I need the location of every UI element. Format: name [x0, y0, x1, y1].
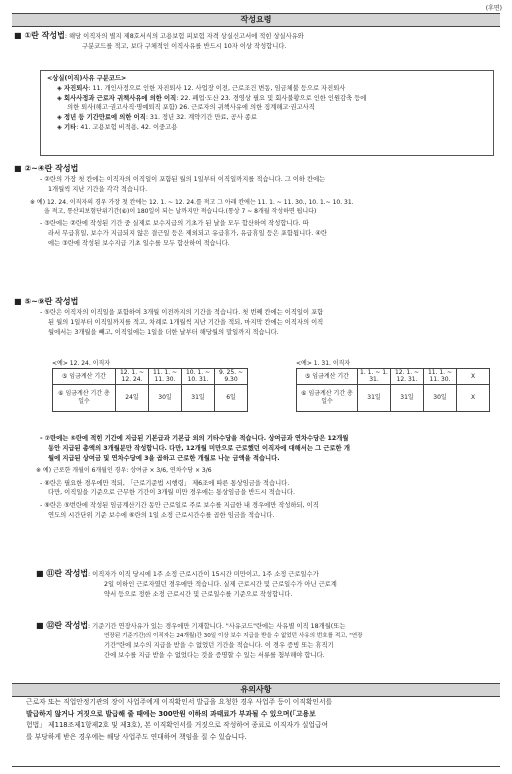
section-5-title: ■ ⑫란 작성법: [36, 621, 89, 630]
section-3-p1b: 된 월의 1일부터 이직일까지를 적고, 차례로 1개월씩 지난 기간을 적되, 마지막 칸에는 이직자의 이직: [48, 319, 324, 327]
notice-body: [26, 697, 500, 743]
section-5-text2: 연장된 기준기간)의 이직자는 24개월)간 30일 이상 보수 지급을 받을 수 없었던 사유의 번호를 적고, "연장: [104, 633, 363, 640]
section-3-p4a: - ⑨란은 ⑤번란에 작성된 임금계산기간 동안 근로일로 주로 보수를 지급한 내 경우에만 작성하되, 이직: [40, 502, 319, 510]
table-b-row2-label: ⑥ 임금계산 기간 총 일수: [297, 384, 358, 411]
section-3-title: ■ ⑤~⑨란 작성법: [14, 297, 79, 306]
notice-line-1: 근로자 또는 직업안정기관의 장이 사업주에게 이직확인서 발급을 요청한 경우 사업주 등이 이직확인서를: [26, 698, 333, 706]
section-3: [14, 296, 502, 338]
code-r4-text: : 41. 고용보험 비적용, 42. 이중고용: [76, 123, 178, 131]
table-b-period: 1. 1. ~ 1. 31.: [358, 369, 391, 384]
table-a-period: 9. 25. ~ 9.30: [215, 369, 248, 384]
section-4-text2: 2일 이하인 근로자였던 경우에만 적습니다. 실제 근로시간 및 근로일수가 아닌 근로계: [104, 581, 337, 589]
code-r1-text: : 11. 개인사정으로 인한 자진퇴사 12. 사업장 이전, 근로조건 변동, 임금체불 등으로 자진퇴사: [88, 84, 346, 92]
table-b-period: X: [457, 369, 490, 384]
section-5: [36, 620, 502, 661]
notice-line-3: 험법」 제118조제1항제2호 및 제3호), 본 이직확인서를 거짓으로 작성하여 종료로 이직자가 실업급여: [26, 721, 329, 730]
section-5-text1: : 기준기간 연장사유가 있는 경우에만 기재합니다. "사유코드"란에는 사유별 이직 18개월(또는: [88, 623, 346, 630]
section-5-text3: 기간"란에 보수의 지급을 받을 수 없었던 기간을 적습니다. 이 경우 증빙 또는 휴직기: [104, 642, 334, 650]
section-4-text1: : 이직자가 이직 당시에 1주 소정 근로시간이 15시간 미만이고, 1주 소정 근로일수가: [88, 571, 319, 578]
example-b-label: <예> 1. 31. 이직자: [296, 360, 351, 367]
section-2-p1a: - ②란의 가장 첫 칸에는 이직자의 이직일이 포함된 월의 1일부터 이직일까지를 적습니다. 그 이하 칸에는: [40, 176, 326, 184]
bottom-rule: [12, 766, 500, 767]
section-2-title: ■ ②~④란 작성법: [14, 164, 79, 173]
section-3-p2a: - ⑦란에는 ⑤란에 적힌 기간에 지급된 기본급과 기본급 외의 기타수당을 적습니다. 상여금과 연차수당은 12개월: [40, 435, 349, 442]
section-3-ex3: ※ 예) 근로한 개월이 6개월인 경우: 상여금 × 3/6, 연차수당 × 3/6: [36, 467, 212, 475]
notice-title-bar: 유의사항: [12, 683, 500, 697]
section-3-p3a: - ⑧란은 필요한 경우에만 적되, 「근로기준법 시행령」 제6조에 따른 통상임금을 적습니다.: [40, 479, 290, 487]
section-1-text2: 구분코드를 적고, 보다 구체적인 이직사유를 반드시 10자 이상 작성합니다.: [82, 43, 287, 51]
notice-line-4: 를 부당하게 받은 경우에는 해당 사업주도 연대하여 책임을 질 수 있습니다.: [26, 732, 247, 741]
section-3-p1a: - ⑤란은 이직자의 이직일을 포함하여 3개월 이전까지의 기간을 적습니다. 첫 번째 칸에는 이직일이 포함: [40, 309, 324, 317]
table-a-row1-label: ⑤ 임금계산 기간: [53, 369, 116, 384]
example-a-table: [52, 368, 248, 411]
section-4-title: ■ ⑪란 작성법: [36, 569, 89, 578]
section-5-text4: 간에 보수를 지급 받을 수 없었다는 것을 증명할 수 있는 서류를 첨부해야 합니다.: [104, 651, 325, 659]
code-r2-text2: 의한 퇴사(해고·권고사직·명예퇴직 포함) 26. 근로자의 귀책사유에 의한 징계해고·권고사직: [67, 104, 315, 112]
section-4: [36, 568, 502, 600]
table-b-period: 11. 1. ~ 11. 30.: [424, 369, 457, 384]
table-a-period: 11. 1. ~ 11. 30.: [149, 369, 182, 384]
section-1-text1: : 해당 이직자의 별지 제8호서식의 고용보험 피보험 자격 상실신고서에 적힌 상실사유와: [64, 33, 304, 40]
table-b-days: 31일: [358, 384, 391, 411]
section-3-p4b: 연도의 시간단위 기준 보수에 ⑥란의 1일 소정 근로시간수를 곱한 임금을 적습니다.: [48, 511, 275, 519]
example-b: [296, 359, 490, 412]
table-b-row1-label: ⑤ 임금계산 기간: [297, 369, 358, 384]
section-2-ex1: ※ 예) 12. 24. 이직자의 경우 가장 첫 칸에는 12. 1. ~ 12. 24.를 적고 그 아래 칸에는 11. 1. ~ 11. 30., 10. 1.~ 10. 31.: [30, 198, 354, 206]
section-2-p2b: 라서 무급휴일, 보수가 지급되지 않은 결근일 등은 제외되고 유급휴가, 유급휴일 등은 포함됩니다. ④란: [48, 230, 327, 238]
code-r2-text: : 22. 폐업·도산 23. 경영상 필요 및 회사불황으로 인한 인원감축 등에: [176, 94, 367, 102]
page-side-tag: (후면): [485, 5, 502, 12]
section-3-p2c: 월에 지급된 상여금 및 연차수당에 3을 곱하고 근로한 개월로 나눈 금액을 적습니다.: [48, 454, 280, 462]
table-b-period: 12. 1. ~ 12. 31.: [391, 369, 424, 384]
table-a-days: 30일: [149, 384, 182, 411]
section-3-p1c: 월에서는 3개월을 빼고, 이직일에는 1일을 더한 날부터 해당월의 말일까지 적습니다.: [48, 328, 279, 336]
section-2-p2a: - ③란에는 ②란에 작성된 기간 중 실제로 보수지급의 기초가 된 날을 모두 합산하여 작성합니다. 따: [40, 220, 309, 228]
example-b-table: [296, 368, 490, 411]
table-b-days: 31일: [391, 384, 424, 411]
table-a-days: 31일: [182, 384, 215, 411]
section-3-p2b: 동안 지급된 총액의 3개월분만 작성합니다. 다만, 12개월 미만으로 근로했던 이직자에 대해서는 그 근로한 개: [48, 444, 350, 452]
example-a-label: <예> 12. 24. 이직자: [52, 360, 111, 367]
table-b-days: 30일: [424, 384, 457, 411]
header-title-bar: 작성요령: [12, 13, 500, 27]
code-r4-label: ◈ 기타: [57, 123, 77, 131]
code-box-title: <상실(이직)사유 구분코드>: [47, 75, 127, 82]
example-a: [52, 359, 248, 412]
table-a-period: 10. 1. ~ 10. 31.: [182, 369, 215, 384]
section-3-p3b: 다만, 이직일을 기준으로 근무한 기간이 3개월 미만 경우에는 통상임금을 반드시 적습니다.: [48, 489, 296, 497]
table-a-days: 24일: [116, 384, 149, 411]
table-a-days: 6일: [215, 384, 248, 411]
section-2-p1b: 1개월씩 지난 기간을 각각 적습니다.: [48, 186, 148, 194]
reason-code-box: [40, 70, 494, 156]
code-r3-text: : 31. 정년 32. 계약기간 만료, 공사 종료: [145, 114, 257, 121]
table-a-row2-label: ⑥ 임금계산 기간 총 일수: [53, 384, 116, 411]
table-b-days: X: [457, 384, 490, 411]
code-r2-label: ◈ 회사사정과 근로자 귀책사유에 의한 이직: [57, 94, 177, 102]
section-2-ex2: 을 적고, 통산피보험단위기간(⑥)이 180일이 되는 날까지만 적습니다.(통상 7 ~ 8개월 작성하면 됩니다): [44, 208, 317, 216]
code-r1-label: ◈ 자진퇴사: [57, 84, 89, 92]
section-4-text3: 약서 등으로 정한 소정 근로시간 및 근로일수를 기준으로 작성합니다.: [104, 591, 293, 599]
section-2-p2c: 에는 ③란에 작성된 보수지급 기초 일수를 모두 합산하여 적습니다.: [48, 239, 230, 247]
section-3-cont: [14, 434, 502, 521]
section-2: [14, 163, 502, 249]
section-1: [14, 30, 502, 52]
notice-line-2: 발급하지 않거나 거짓으로 발급해 줄 때에는 300만원 이하의 과태료가 부과될 수 있으며(「고용보: [26, 709, 316, 718]
table-a-period: 12. 1. ~ 12. 24.: [116, 369, 149, 384]
section-1-title: ■ ①란 작성법: [14, 31, 65, 40]
code-r3-label: ◈ 정년 등 기간만료에 의한 이직: [57, 114, 146, 121]
